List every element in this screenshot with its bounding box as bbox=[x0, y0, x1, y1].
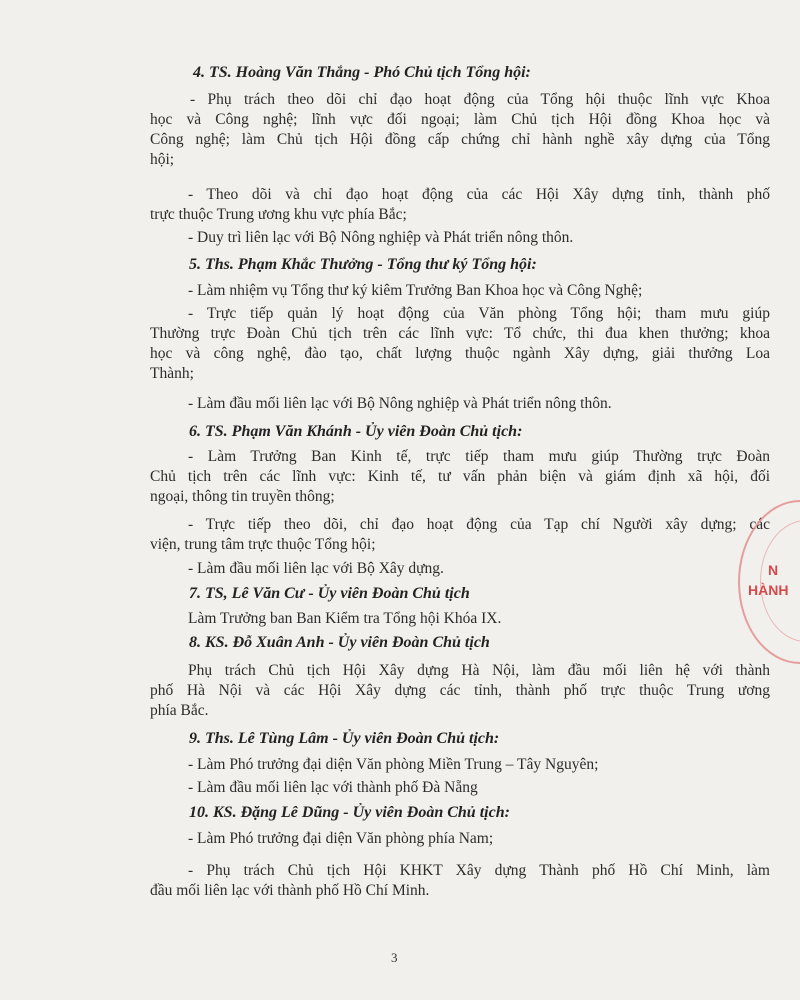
section-4-line-7: - Duy trì liên lạc với Bộ Nông nghiệp và Phát triển nông thôn. bbox=[188, 229, 574, 246]
section-5-line-3: Thường trực Đoàn Chủ tịch trên các lĩnh vực: Tổ chức, thi đua khen thưởng; khoa bbox=[150, 325, 770, 342]
section-9-line-2: - Làm đầu mối liên lạc với thành phố Đà Nẵng bbox=[188, 779, 478, 796]
section-6-line-3: ngoại, thông tin truyền thông; bbox=[150, 488, 335, 505]
section-5-line-5: Thành; bbox=[150, 365, 194, 382]
section-heading-8: 8. KS. Đỗ Xuân Anh - Ủy viên Đoàn Chủ tịch bbox=[189, 634, 490, 651]
section-4-line-5: - Theo dõi và chỉ đạo hoạt động của các Hội Xây dựng tỉnh, thành phố bbox=[188, 186, 770, 203]
section-5-line-2: - Trực tiếp quản lý hoạt động của Văn phòng Tổng hội; tham mưu giúp bbox=[188, 305, 770, 322]
section-10-line-2: - Phụ trách Chủ tịch Hội KHKT Xây dựng Thành phố Hồ Chí Minh, làm bbox=[188, 862, 770, 879]
section-8-line-1: Phụ trách Chủ tịch Hội Xây dựng Hà Nội, làm đầu mối liên hệ với thành bbox=[188, 662, 770, 679]
section-5-line-4: học và công nghệ, đào tạo, chất lượng thuộc ngành Xây dựng, giải thưởng Loa bbox=[150, 345, 770, 362]
section-9-line-1: - Làm Phó trưởng đại diện Văn phòng Miền Trung – Tây Nguyên; bbox=[188, 756, 599, 773]
section-4-line-1: - Phụ trách theo dõi chỉ đạo hoạt động của Tổng hội thuộc lĩnh vực Khoa bbox=[190, 91, 770, 108]
section-4-line-4: hội; bbox=[150, 151, 175, 168]
section-4-line-2: học và Công nghệ; lĩnh vực đối ngoại; làm Chủ tịch Hội đồng Khoa học và bbox=[150, 111, 770, 128]
section-4-line-6: trực thuộc Trung ương khu vực phía Bắc; bbox=[150, 206, 407, 223]
page-number: 3 bbox=[391, 950, 398, 965]
section-7-line-1: Làm Trưởng ban Ban Kiểm tra Tổng hội Khóa IX. bbox=[188, 610, 502, 627]
stamp-text-line2: HÀNH bbox=[748, 582, 789, 598]
section-heading-9: 9. Ths. Lê Tùng Lâm - Ủy viên Đoàn Chủ tịch: bbox=[189, 730, 500, 747]
section-heading-10: 10. KS. Đặng Lê Dũng - Ủy viên Đoàn Chủ tịch: bbox=[189, 804, 510, 821]
section-6-line-5: viện, trung tâm trực thuộc Tổng hội; bbox=[150, 536, 376, 553]
section-6-line-1: - Làm Trưởng Ban Kinh tế, trực tiếp tham mưu giúp Thường trực Đoàn bbox=[188, 448, 770, 465]
section-6-line-2: Chủ tịch trên các lĩnh vực: Kinh tế, tư vấn phản biện và giám định xã hội, đối bbox=[150, 468, 770, 485]
section-heading-4: 4. TS. Hoàng Văn Thắng - Phó Chủ tịch Tổng hội: bbox=[193, 64, 531, 81]
section-10-line-1: - Làm Phó trưởng đại diện Văn phòng phía Nam; bbox=[188, 830, 494, 847]
section-8-line-2: phố Hà Nội và các Hội Xây dựng các tỉnh, thành phố trực thuộc Trung ương bbox=[150, 682, 770, 699]
section-8-line-3: phía Bắc. bbox=[150, 702, 209, 719]
section-5-line-6: - Làm đầu mối liên lạc với Bộ Nông nghiệp và Phát triển nông thôn. bbox=[188, 395, 612, 412]
section-6-line-4: - Trực tiếp theo dõi, chỉ đạo hoạt động của Tạp chí Người xây dựng; các bbox=[188, 516, 770, 533]
section-heading-7: 7. TS, Lê Văn Cư - Ủy viên Đoàn Chủ tịch bbox=[189, 585, 470, 602]
section-6-line-6: - Làm đầu mối liên lạc với Bộ Xây dựng. bbox=[188, 560, 444, 577]
section-heading-6: 6. TS. Phạm Văn Khánh - Ủy viên Đoàn Chủ tịch: bbox=[189, 423, 523, 440]
stamp-text-line1: N bbox=[768, 562, 779, 578]
section-4-line-3: Công nghệ; làm Chủ tịch Hội đồng cấp chứng chỉ hành nghề xây dựng của Tổng bbox=[150, 131, 770, 148]
section-heading-5: 5. Ths. Phạm Khắc Thưởng - Tổng thư ký Tổng hội: bbox=[189, 256, 537, 273]
section-10-line-3: đầu mối liên lạc với thành phố Hồ Chí Minh. bbox=[150, 882, 430, 899]
section-5-line-1: - Làm nhiệm vụ Tổng thư ký kiêm Trưởng Ban Khoa học và Công Nghệ; bbox=[188, 282, 643, 299]
